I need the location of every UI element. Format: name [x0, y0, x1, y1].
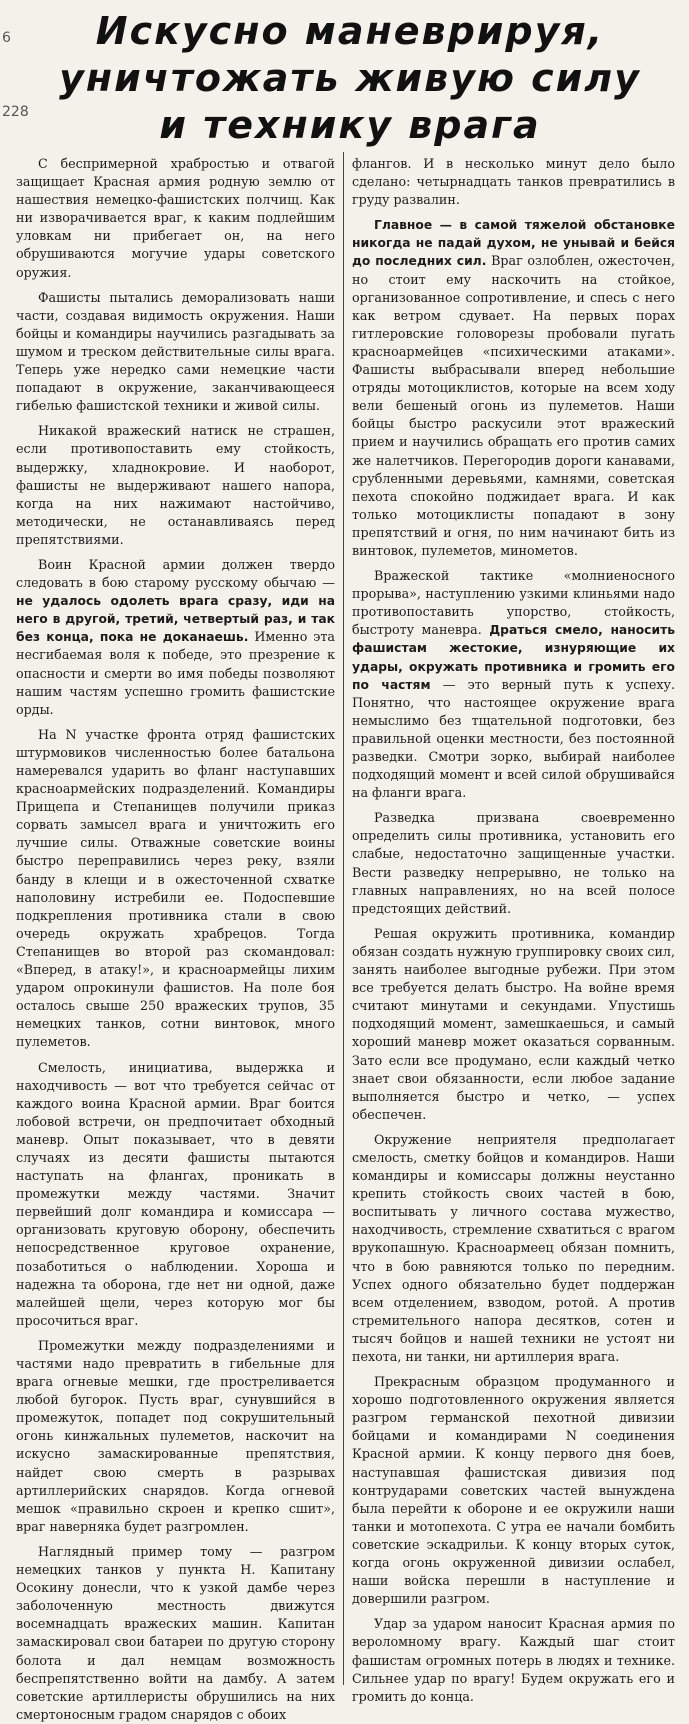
paragraph: С беспримерной храбростью и отвагой защищает Красная армия родную землю от нашествия немецко-фашистских полчищ. Как ни изворачивается враг, к каким подлейшим уловкам ни прибегает он, на него обрушиваются могучие удары советского оружия. [16, 156, 335, 280]
paragraph: Окружение неприятеля предполагает смелость, сметку бойцов и командиров. Наши командиры и комиссары должны неустанно крепить стойкость своих частей в бою, воспитывать у личного состава мужество, находчивость, стремление схватиться с врагом врукопашную. Красноармеец обязан помнить, что в бою равняются только по передним. Успех одного обязательно будет поддержан всем отделением, взводом, ротой. А против стремительного напора десятков, сотен и тысяч бойцов и нашей техники не устоят ни пехота, ни танки, ни артиллерия врага. [352, 1131, 675, 1364]
paragraph: На N участке фронта отряд фашистских штурмовиков численностью более батальона намеревался ударить во фланг наступавших красноармейских подразделений. Командиры Прищепа и Степанищев получили приказ сорвать замысел врага и уничтожить его лучшие силы. Отважные советские воины быстро переправились через реку, взяли банду в клещи и в ожесточенной схватке наполовину истребили ее. Подоспевшие подкрепления противника стали в свою очередь окружать храбрецов. Тогда Степанищев во второй раз скомандовал: «Вперед, в атаку!», и красноармейцы лихим ударом опрокинули фашистов. На поле боя осталось свыше 250 вражеских трупов, 35 немецких танков, сотни винтовок, много пулеметов. [16, 726, 335, 1050]
article-column-right [352, 155, 675, 1704]
paragraph [352, 216, 675, 560]
paragraph-text: — это верный путь к успеху. Понятно, что настоящее окружение врага немыслимо без тщательной подготовки, без правильной оценки местности, без постоянной разведки. Смотри зорко, выбирай наиболее подходящий момент и всей силой обрушивайся на фланги врага. [352, 676, 675, 801]
paragraph: Никакой вражеский натиск не страшен, если противопоставить ему стойкость, выдержку, хладнокровие. И наоборот, фашисты не выдерживают нашего напора, когда на них нажимают настойчиво, методически, не останавливаясь перед препятствиями. [16, 423, 335, 547]
paragraph-text: Именно эта несгибаемая воля к победе, это презрение к опасности и смерти во имя победы позволяют нашим частям успешно громить фашистские орды. [16, 629, 335, 717]
margin-mark: 228 [2, 104, 29, 120]
paragraph-text: Воин Красной армии должен твердо следовать в бою старому русскому обычаю — [16, 556, 335, 591]
column-divider [343, 152, 344, 1685]
margin-mark: 6 [2, 30, 11, 46]
paragraph [16, 556, 335, 719]
paragraph: Фашисты пытались деморализовать наши части, создавая видимость окружения. Наши бойцы и командиры научились разгадывать за шумом и треском действительные силы врага. Теперь уже нередко сами немецкие части попадают в окружение, заканчивающееся гибелью фашистской техники и живой силы. [16, 289, 335, 414]
paragraph [352, 567, 675, 802]
headline-line: и технику врага [159, 103, 541, 147]
paragraph: Удар за ударом наносит Красная армия по вероломному врагу. Каждый шаг стоит фашистам огромных потерь в людях и технике. Сильнее удар по врагу! Будем окружать его и громить до конца. [352, 1616, 675, 1704]
paragraph: Прекрасным образцом продуманного и хорошо подготовленного окружения является разгром германской пехотной дивизии бойцами и командирами N соединения Красной армии. К концу первого дня боев, наступавшая фашистская дивизия под контрударами советских частей вынуждена была перейти к обороне и ее окружили наши танки и мотопехота. С утра ее начали бомбить советские эскадрильи. К концу вторых суток, когда огонь окруженной дивизии ослабел, наши войска перешли в наступление и довершили разгром. [352, 1374, 675, 1607]
bold-emphasis: не удалось одолеть врага сразу, иди на него в другой, третий, четвертый раз, и так без конца, пока не доканаешь. [16, 594, 335, 645]
paragraph: Разведка призвана своевременно определить силы противника, установить его слабые, недостаточно защищенные участки. Вести разведку непрерывно, не только на главных направлениях, но на всей полосе предстоящих действий. [352, 810, 675, 916]
paragraph: Наглядный пример тому — разгром немецких танков у пункта Н. Капитану Осокину донесли, что к узкой дамбе через заболоченную местность движутся восемнадцать вражеских машин. Капитан замаскировал свои батареи по другую сторону болота и дал немцам возможность беспрепятственно войти на дамбу. А затем советские артиллеристы обрушились на них смертоносным градом снарядов с обоих [16, 1543, 335, 1722]
paragraph-text: Враг озлоблен, ожесточен, но стоит ему наскочить на стойкое, организованное сопротивление, и спесь с него как ветром сдувает. На первых порах гитлеровские головорезы пробовали пугать красноармейцев «психическими атаками». Фашисты выбрасывали вперед небольшие отряды мотоциклистов, которые на всем ходу вели бешеный огонь из пулеметов. Наши бойцы быстро раскусили этот вражеский прием и научились обращать его против самих же налетчиков. Перегородив дороги канавами, срубленными деревьями, камнями, советская пехота спокойно поджидает врага. И как только мотоциклисты попадают в зону препятствий и огня, по ним начинают бить из винтовок, пулеметов, минометов. [352, 253, 675, 558]
article-column-left [16, 155, 335, 1722]
paragraph: Решая окружить противника, командир обязан создать нужную группировку своих сил, занять наиболее выгодные рубежи. При этом все требуется делать быстро. На войне время считают минутами и секундами. Упустишь подходящий момент, замешкаешься, и самый хороший маневр может оказаться сорванным. Зато если все продумано, если каждый четко знает свои обязанности, если любое задание выполняется быстро и четко, — успех обеспечен. [352, 925, 675, 1122]
headline [30, 8, 670, 149]
paragraph: флангов. И в несколько минут дело было сделано: четырнадцать танков превратились в груду развалин. [352, 156, 675, 208]
paragraph-text: Вражеской тактике «молниеносного прорыва», наступлению узкими клиньями надо противопоставить упорство, стойкость, быстроту маневра. [352, 568, 675, 638]
bold-emphasis: Главное — в самой тяжелой обстановке никогда не падай духом, не унывай и бейся до последних сил. [352, 218, 675, 269]
headline-line: уничтожать живую силу [59, 56, 641, 100]
paragraph: Промежутки между подразделениями и частями надо превратить в гибельные для врага огневые мешки, где простреливается любой бугорок. Пусть враг, сунувшийся в промежуток, попадет под сокрушительный огонь кинжальных пулеметов, наскочит на искусно замаскированные препятствия, найдет свою смерть в разрывах артиллерийских снарядов. Когда огневой мешок «правильно скроен и крепко сшит», враг наверняка будет разгромлен. [16, 1337, 335, 1534]
headline-line: Искусно маневрируя, [95, 9, 605, 53]
paragraph: Смелость, инициатива, выдержка и находчивость — вот что требуется сейчас от каждого воина Красной армии. Враг боится лобовой встречи, он предпочитает обходный маневр. Опыт показывает, что в девяти случаях из десяти фашисты пытаются наступать на флангах, проникать в промежутки между частями. Значит первейший долг командира и комиссара — организовать круговую оборону, обеспечить непосредственное круговое охранение, позаботиться о наблюдении. Хороша и надежна та оборона, где нет ни одной, даже малейшей щели, через которую мог бы просочиться враг. [16, 1059, 335, 1328]
bold-emphasis: Драться смело, наносить фашистам жестокие, изнуряющие их удары, окружать противника и громить его по частям [352, 623, 675, 692]
